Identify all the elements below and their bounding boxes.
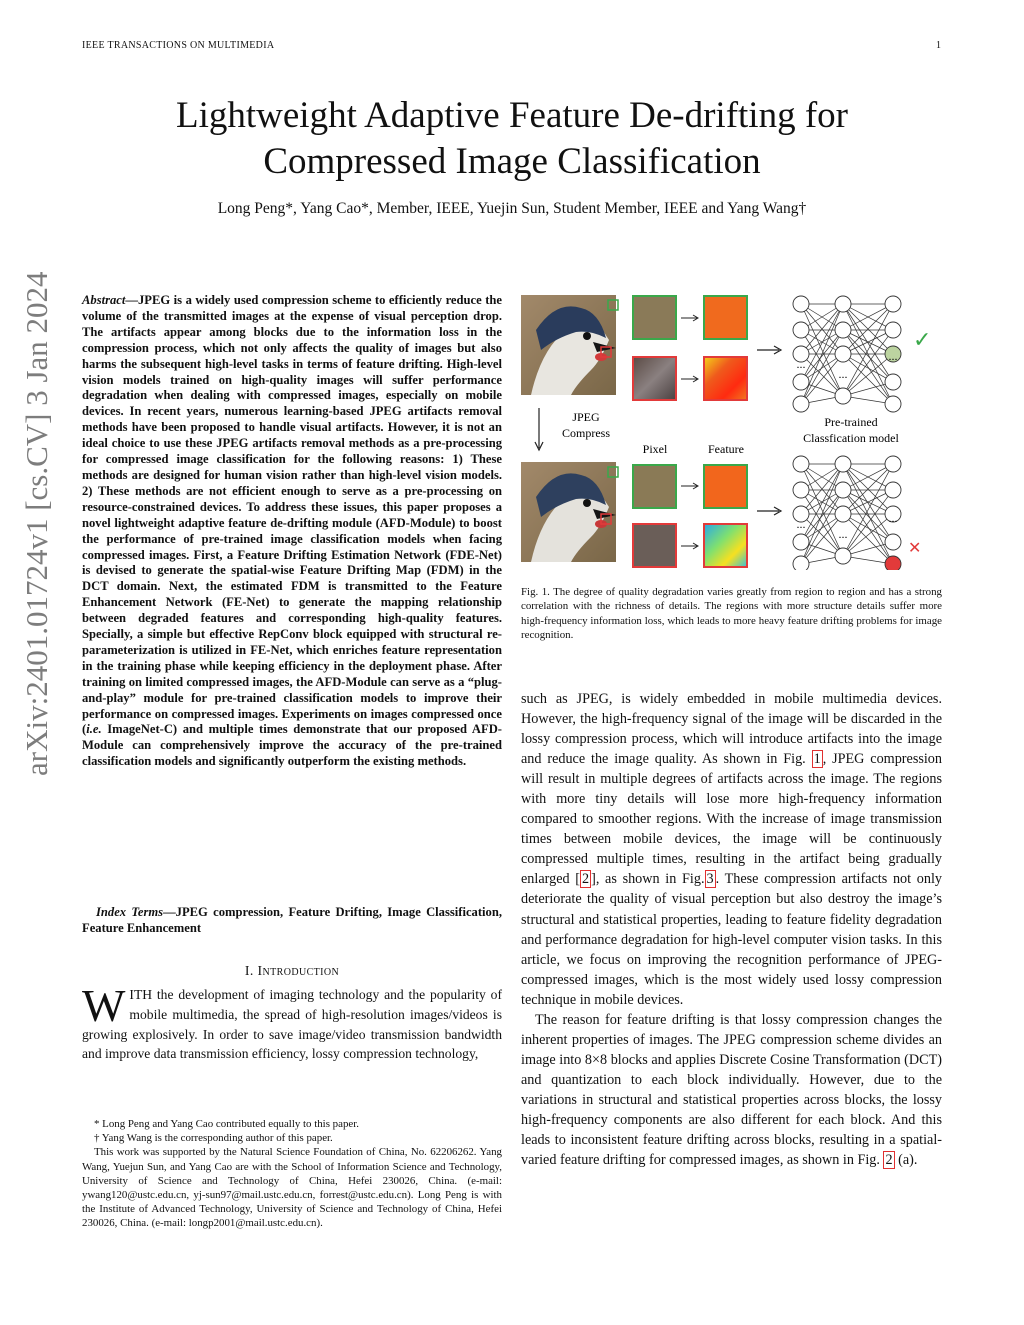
bird-image-original [521, 295, 618, 395]
feature-map-smooth-compressed [704, 465, 747, 508]
dots: ... [796, 357, 806, 371]
abstract-text: —JPEG is a widely used compression scheme to efficiently reduce the volume of the transmitted images at the expense of visual perception drop. The artifacts appear among blocks due to the information loss in the compression process, which not only affects the quality of images but also harms the subsequent high-level tasks in terms of feature drifting. High-level vision models trained on high-quality images will suffer performance degradation when dealing with compressed images, especially on mobile devices. In recent years, numerous learning-based JPEG artifacts removal methods have been proposed to handle visual artifacts. However, it is not an ideal choice to use these JPEG artifacts removal methods as a pre-processing for compressed image classification for the following reasons: 1) These methods are designed for human vision rather than high-level vision models. 2) These methods are not efficient enough to serve as a pre-processing on resource-constrained devices. To address these issues, this paper proposes a novel lightweight adaptive feature de-drifting module (AFD-Module) to boost the performance of pre-trained image classification models when facing compressed images. First, a Feature Drifting Estimation Network (FDE-Net) is devised to generate the spatial-wise Feature Drifting Map (FDM) in the DCT domain. Next, the estimated FDM is transmitted to the Feature Enhancement Network (FE-Net) to generate the mapping relationship between degraded features and corresponding high-quality features. Specially, a simple but effective RepConv block equipped with structural re-parameterization is utilized in FE-Net, which enriches feature representation in the training phase while keeping efficiency in the deployment phase. After training on limited compressed images, the AFD-Module can serve as a “plug-and-play” module for pre-trained classification models to improve their performance on compressed images. Experiments on images compressed once ( [82, 293, 502, 737]
network-node [885, 482, 901, 498]
network-node [885, 456, 901, 472]
network-node [885, 322, 901, 338]
figure-1 [521, 290, 951, 570]
intro-text: ITH the development of imaging technology and the popularity of mobile multimedia, the spread of high-resolution images/videos is growing explosively. In order to save image/video transmission bandwidth and improve data transmission efficiency, lossy compression technology, [82, 987, 502, 1062]
section-title: Introduction [257, 963, 340, 978]
small-arrows [681, 315, 698, 549]
output-node [885, 556, 901, 570]
label-feature: Feature [708, 442, 744, 456]
section-heading [82, 963, 502, 979]
network-node [835, 482, 851, 498]
author-list: Long Peng*, Yang Cao*, Member, IEEE, Yuejin Sun, Student Member, IEEE and Yang Wang† [217, 200, 807, 217]
network-node [793, 556, 809, 570]
network-edge [801, 304, 843, 382]
network-node [835, 506, 851, 522]
drop-cap: W [82, 980, 126, 1031]
network-node [885, 534, 901, 550]
network-nodes-bottom [793, 456, 901, 570]
footnote: † Yang Wang is the corresponding author of this paper. [94, 1132, 333, 1145]
figure-ref-link[interactable]: 1 [813, 751, 821, 768]
pixel-patch-detail-compressed [633, 524, 676, 567]
network-edge [843, 490, 893, 556]
bird-image-compressed [521, 462, 618, 562]
network-node [793, 456, 809, 472]
network-node [793, 482, 809, 498]
network-node [885, 374, 901, 390]
network-node [793, 396, 809, 412]
network-node [835, 388, 851, 404]
dots: ... [888, 511, 898, 525]
page-number: 1 [936, 40, 942, 51]
label-jpeg: JPEG [572, 410, 600, 424]
citation-link[interactable]: 2 [582, 871, 590, 888]
network-node [793, 374, 809, 390]
network-arrows [757, 346, 781, 515]
network-node [885, 396, 901, 412]
running-header: IEEE TRANSACTIONS ON MULTIMEDIA [82, 40, 275, 51]
network-edge [801, 464, 843, 542]
figure-ref-link[interactable]: 3 [706, 871, 714, 888]
index-terms-text: —JPEG compression, Feature Drifting, Image Classification, Feature Enhancement [82, 905, 502, 935]
dots: ... [838, 367, 848, 381]
feature-map-smooth [704, 296, 747, 339]
network-node [793, 296, 809, 312]
figure-ref-link[interactable]: 2 [885, 1152, 893, 1169]
index-terms [82, 905, 502, 937]
network-node [885, 296, 901, 312]
label-classification-model: Classfication model [803, 431, 899, 445]
network-node [793, 534, 809, 550]
figure-1-caption: Fig. 1. The degree of quality degradation varies greatly from region to region and has a strong correlation with the richness of details. The regions with more structure details suffer more high-frequency information loss, which leads to more heavy feature drifting problems for image recognition. [521, 586, 942, 642]
network-node [835, 322, 851, 338]
dots: ... [796, 517, 806, 531]
abstract [82, 293, 502, 770]
check-icon: ✓ [913, 328, 932, 353]
network-edge [843, 354, 893, 382]
dots: ... [888, 349, 898, 363]
network-edge [843, 514, 893, 542]
network-node [835, 296, 851, 312]
cross-icon: ✕ [908, 538, 922, 557]
section-number: I. [244, 963, 254, 978]
paragraph: such as JPEG, is widely embedded in mobile multimedia devices. However, the high-frequency signal of the image will be discarded in the lossy compression process, which will introduce artifacts into the image and reduce the image quality. As shown in Fig. 1 , JPEG compression will result in multiple degrees of artifacts across the image. The regions with more tiny details will lose more high-frequency information compared to smoother regions. With the increase of image transmission times between mobile devices, the image will be continuously compressed multiple times, resulting in the artifact being gradually enlarged [ 2 ], as shown in Fig. 3 . These compression artifacts not only deteriorate the quality of visual perception but also destroy the image’s structural and statistical properties, leading to feature fidelity degradation and performance degradation for high-level computer vision tasks. In this article, we focus on improving the recognition performance of JPEG-compressed images, which is the most widely used lossy compression technique in mobile devices. [521, 691, 942, 1008]
arxiv-stamp: arXiv:2401.01724v1 [cs.CV] 3 Jan 2024 [19, 271, 54, 776]
paragraph: The reason for feature drifting is that lossy compression changes the inherent properties of images. The JPEG compression scheme divides an image into 8×8 blocks and applies Discrete Cosine Transformation (DCT) and quantization to each block individually. However, due to the variations in structural and statistical properties across blocks, the lossy high-frequency components are also different for each block. And this leads to inconsistent feature drifting across blocks, resulting in a spatial-varied feature drifting for compressed images, as shown in Fig. 2 (a). [521, 1011, 942, 1169]
pixel-patch-smooth-compressed [633, 465, 676, 508]
footnote: This work was supported by the Natural Science Foundation of China, No. 62206262. Yang Wang, Yuejun Sun, and Yang Cao are with the School of Information Science and Technology, University of Science and Technology of China, Hefei 230026, China. (e-mail: ywang120@ustc.edu.cn, yj-sun97@mail.ustc.edu.cn, forrest@ustc.edu.cn). Long Peng is with the Institute of Advanced Technology, University of Science and Technology of China, Hefei 230026, China. (e-mail: longp2001@mail.ustc.edu.cn). [82, 1146, 502, 1230]
network-node [835, 548, 851, 564]
intro-paragraph [82, 980, 502, 1064]
index-terms-label: Index Terms [96, 905, 164, 919]
abstract-label: Abstract [82, 293, 126, 307]
network-node [835, 346, 851, 362]
feature-map-detail-compressed [704, 524, 747, 567]
label-compress: Compress [562, 426, 610, 440]
network-edge [843, 304, 893, 382]
label-pixel: Pixel [642, 442, 668, 456]
abstract-text-end: ImageNet-C) and multiple times demonstrate that our proposed AFD-Module can comprehensively improve the accuracy of the pre-trained classification models and significantly outperform the existing methods. [82, 722, 502, 769]
feature-map-detail [704, 357, 747, 400]
footnotes [82, 1117, 502, 1231]
pixel-patch-smooth [633, 296, 676, 339]
footnote: * Long Peng and Yang Cao contributed equally to this paper. [94, 1118, 359, 1130]
dots: ... [838, 527, 848, 541]
network-edge [843, 330, 893, 396]
title-line-2: Compressed Image Classification [263, 141, 761, 182]
pixel-patch-detail [633, 357, 676, 400]
paper-title [0, 93, 1024, 185]
network-node [835, 456, 851, 472]
network-edge [843, 464, 893, 542]
label-pretrained: Pre-trained [824, 415, 878, 429]
network-node [793, 322, 809, 338]
title-line-1: Lightweight Adaptive Feature De-drifting for [176, 95, 848, 136]
right-column-body [521, 689, 942, 1170]
abstract-ie: i.e. [86, 722, 102, 737]
